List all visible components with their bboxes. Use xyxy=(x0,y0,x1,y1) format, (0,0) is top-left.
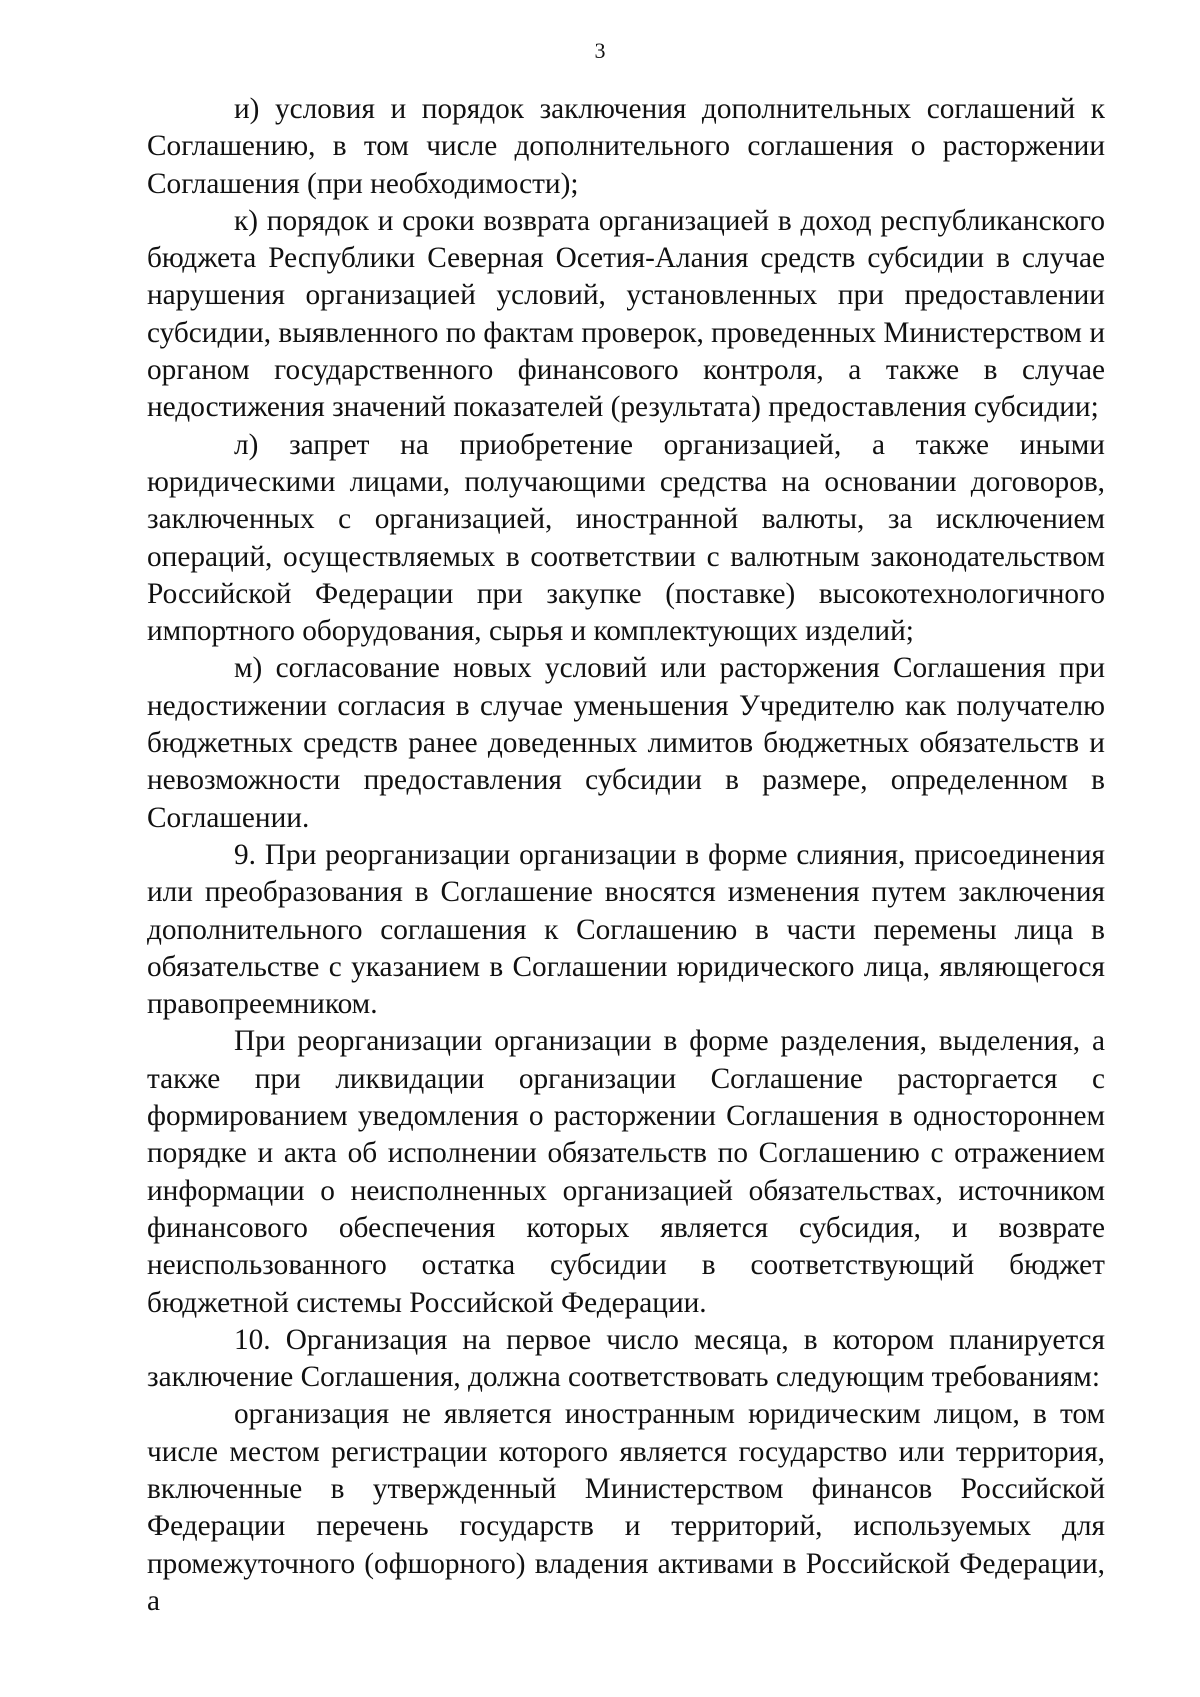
paragraph-requirement-foreign-entity: организация не является иностранным юридическим лицом, в том числе местом регистрации которого является государство или территория, включенные в утвержденный Министерством финансов Российской Федерации перечень государств и территорий, используемых для промежуточного (офшорного) владения активами в Российской Федерации, а xyxy=(147,1398,1105,1617)
paragraph-section-10: 10. Организация на первое число месяца, в котором планируется заключение Соглашения, должна соответствовать следующим требованиям: xyxy=(147,1323,1105,1394)
paragraph-item-i: и) условия и порядок заключения дополнительных соглашений к Соглашению, в том числе дополнительного соглашения о расторжении Соглашения (при необходимости); xyxy=(147,93,1105,200)
document-body xyxy=(147,91,1105,1620)
paragraph-item-l: л) запрет на приобретение организацией, а также иными юридическими лицами, получающими средства на основании договоров, заключенных с организацией, иностранной валюты, за исключением операций, осуществляемых в соответствии с валютным законодательством Российской Федерации при закупке (поставке) высокотехнологичного импортного оборудования, сырья и комплектующих изделий; xyxy=(147,428,1105,648)
paragraph-section-9-continued: При реорганизации организации в форме разделения, выделения, а также при ликвидации организации Соглашение расторгается с формированием уведомления о расторжении Соглашения в одностороннем порядке и акта об исполнении обязательств по Соглашению с отражением информации о неисполненных организацией обязательствах, источником финансового обеспечения которых является субсидия, и возврате неиспользованного остатка субсидии в соответствующий бюджет бюджетной системы Российской Федерации. xyxy=(147,1025,1105,1319)
paragraph-item-k: к) порядок и сроки возврата организацией в доход республиканского бюджета Республики Северная Осетия-Алания средств субсидии в случае нарушения организацией условий, установленных при предоставлении субсидии, выявленного по фактам проверок, проведенных Министерством и органом государственного финансового контроля, а также в случае недостижения значений показателей (результата) предоставления субсидии; xyxy=(147,204,1105,424)
paragraph-section-9: 9. При реорганизации организации в форме слияния, присоединения или преобразования в Соглашение вносятся изменения путем заключения дополнительного соглашения к Соглашению в части перемены лица в обязательстве с указанием в Соглашении юридического лица, являющегося правопреемником. xyxy=(147,838,1105,1021)
page-number: 3 xyxy=(594,38,606,63)
paragraph-item-m: м) согласование новых условий или расторжения Соглашения при недостижении согласия в случае уменьшения Учредителю как получателю бюджетных средств ранее доведенных лимитов бюджетных обязательств и невозможности предоставления субсидии в размере, определенном в Соглашении. xyxy=(147,652,1105,834)
